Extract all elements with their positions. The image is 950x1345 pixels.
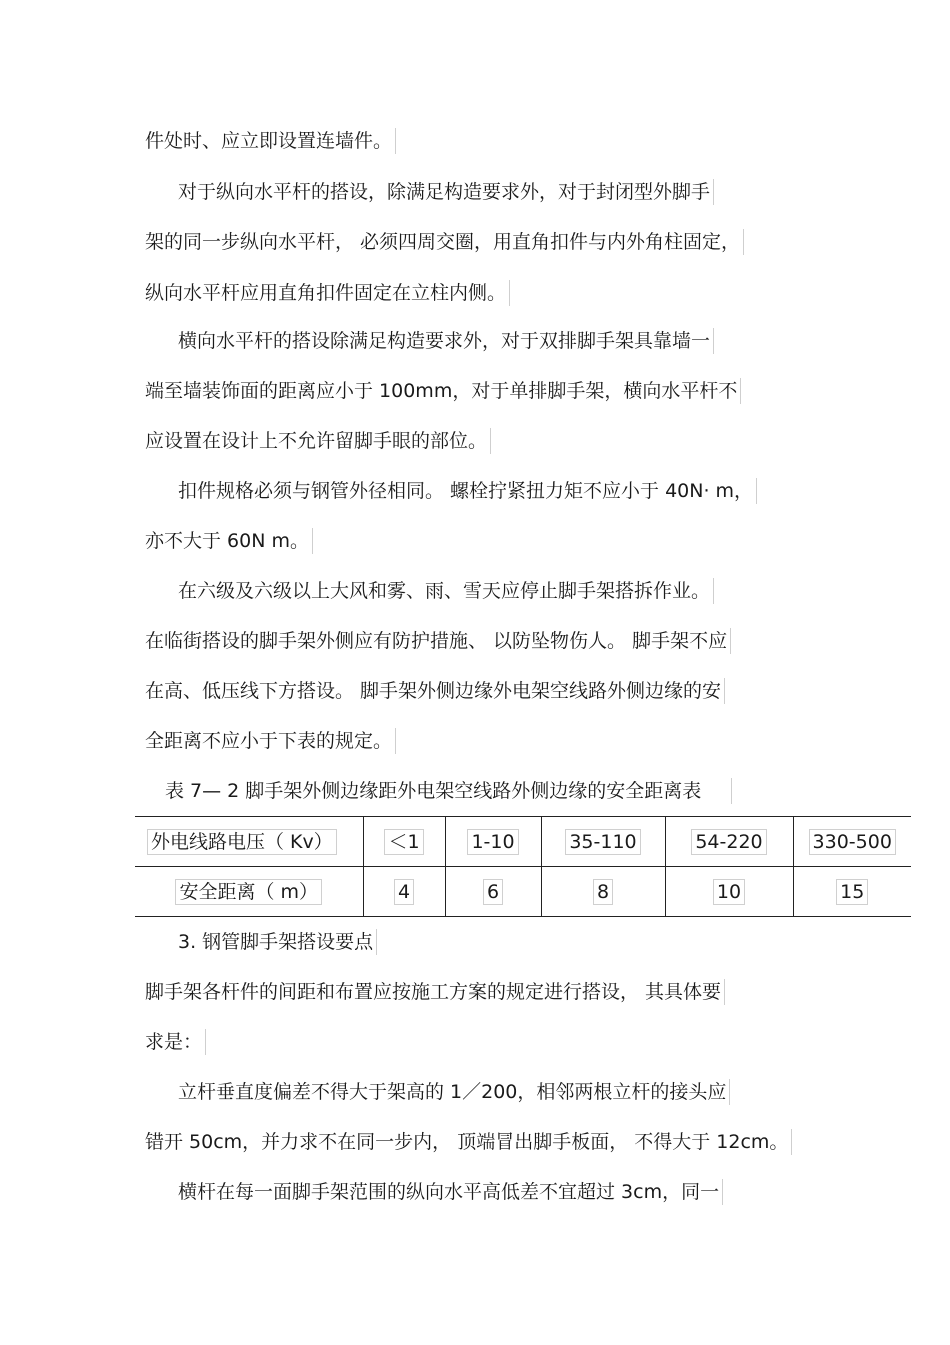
table-cell — [793, 817, 911, 867]
voltage-value: ＜1 — [384, 829, 423, 855]
table-cell — [665, 867, 793, 917]
table-cell — [541, 867, 665, 917]
table-cell — [793, 867, 911, 917]
paragraph-line-8: 扣件规格必须与钢管外径相同。 螺栓拧紧扭力矩不应小于 40N· m， — [178, 478, 757, 504]
table-cell — [445, 817, 541, 867]
section-heading: 3. 钢管脚手架搭设要点 — [178, 929, 377, 955]
table-header-cell — [135, 867, 363, 917]
paragraph-line-18: 横杆在每一面脚手架范围的纵向水平高低差不宜超过 3cm，同一 — [178, 1179, 723, 1205]
paragraph-line-12: 在高、低压线下方搭设。 脚手架外侧边缘外电架空线路外侧边缘的安 — [145, 678, 725, 704]
distance-value: 15 — [836, 879, 868, 905]
paragraph-line-7: 应设置在设计上不允许留脚手眼的部位。 — [145, 428, 491, 454]
paragraph-line-2: 对于纵向水平杆的搭设，除满足构造要求外，对于封闭型外脚手 — [178, 179, 714, 205]
distance-value: 6 — [483, 879, 503, 905]
paragraph-line-14: 脚手架各杆件的间距和布置应按施工方案的规定进行搭设， 其具体要 — [145, 979, 725, 1005]
paragraph-line-10: 在六级及六级以上大风和雾、雨、雪天应停止脚手架搭拆作业。 — [178, 578, 714, 604]
table-cell — [363, 817, 445, 867]
paragraph-line-17: 错开 50cm，并力求不在同一步内， 顶端冒出脚手板面， 不得大于 12cm。 — [145, 1129, 792, 1155]
table-header-cell — [135, 817, 363, 867]
paragraph-line-15: 求是： — [145, 1029, 206, 1055]
paragraph-line-16: 立杆垂直度偏差不得大于架高的 1／200，相邻两根立杆的接头应 — [178, 1079, 730, 1105]
paragraph-line-3: 架的同一步纵向水平杆， 必须四周交圈，用直角扣件与内外角柱固定， — [145, 229, 744, 255]
paragraph-line-11: 在临街搭设的脚手架外侧应有防护措施、 以防坠物伤人。 脚手架不应 — [145, 628, 731, 654]
distance-value: 10 — [713, 879, 745, 905]
paragraph-line-6: 端至墙装饰面的距离应小于 100mm，对于单排脚手架，横向水平杆不 — [145, 378, 741, 404]
table-row-voltage — [135, 817, 911, 867]
table-caption: 表 7— 2 脚手架外侧边缘距外电架空线路外侧边缘的安全距离表 — [165, 778, 732, 804]
safety-distance-table — [135, 816, 911, 917]
table-cell — [665, 817, 793, 867]
voltage-value: 54-220 — [691, 829, 766, 855]
voltage-value: 35-110 — [565, 829, 640, 855]
table-row-distance — [135, 867, 911, 917]
paragraph-line-5: 横向水平杆的搭设除满足构造要求外，对于双排脚手架具靠墙一 — [178, 328, 714, 354]
table-cell — [541, 817, 665, 867]
paragraph-line-1: 件处时、应立即设置连墙件。 — [145, 128, 396, 154]
distance-header: 安全距离（ m） — [175, 879, 322, 905]
paragraph-line-13: 全距离不应小于下表的规定。 — [145, 728, 396, 754]
voltage-value: 330-500 — [809, 829, 896, 855]
voltage-header: 外电线路电压（ Kv） — [147, 829, 337, 855]
distance-value: 8 — [593, 879, 613, 905]
table-cell — [363, 867, 445, 917]
table-cell — [445, 867, 541, 917]
paragraph-line-4: 纵向水平杆应用直角扣件固定在立柱内侧。 — [145, 280, 510, 306]
voltage-value: 1-10 — [467, 829, 518, 855]
distance-value: 4 — [394, 879, 414, 905]
paragraph-line-9: 亦不大于 60N m。 — [145, 528, 313, 554]
